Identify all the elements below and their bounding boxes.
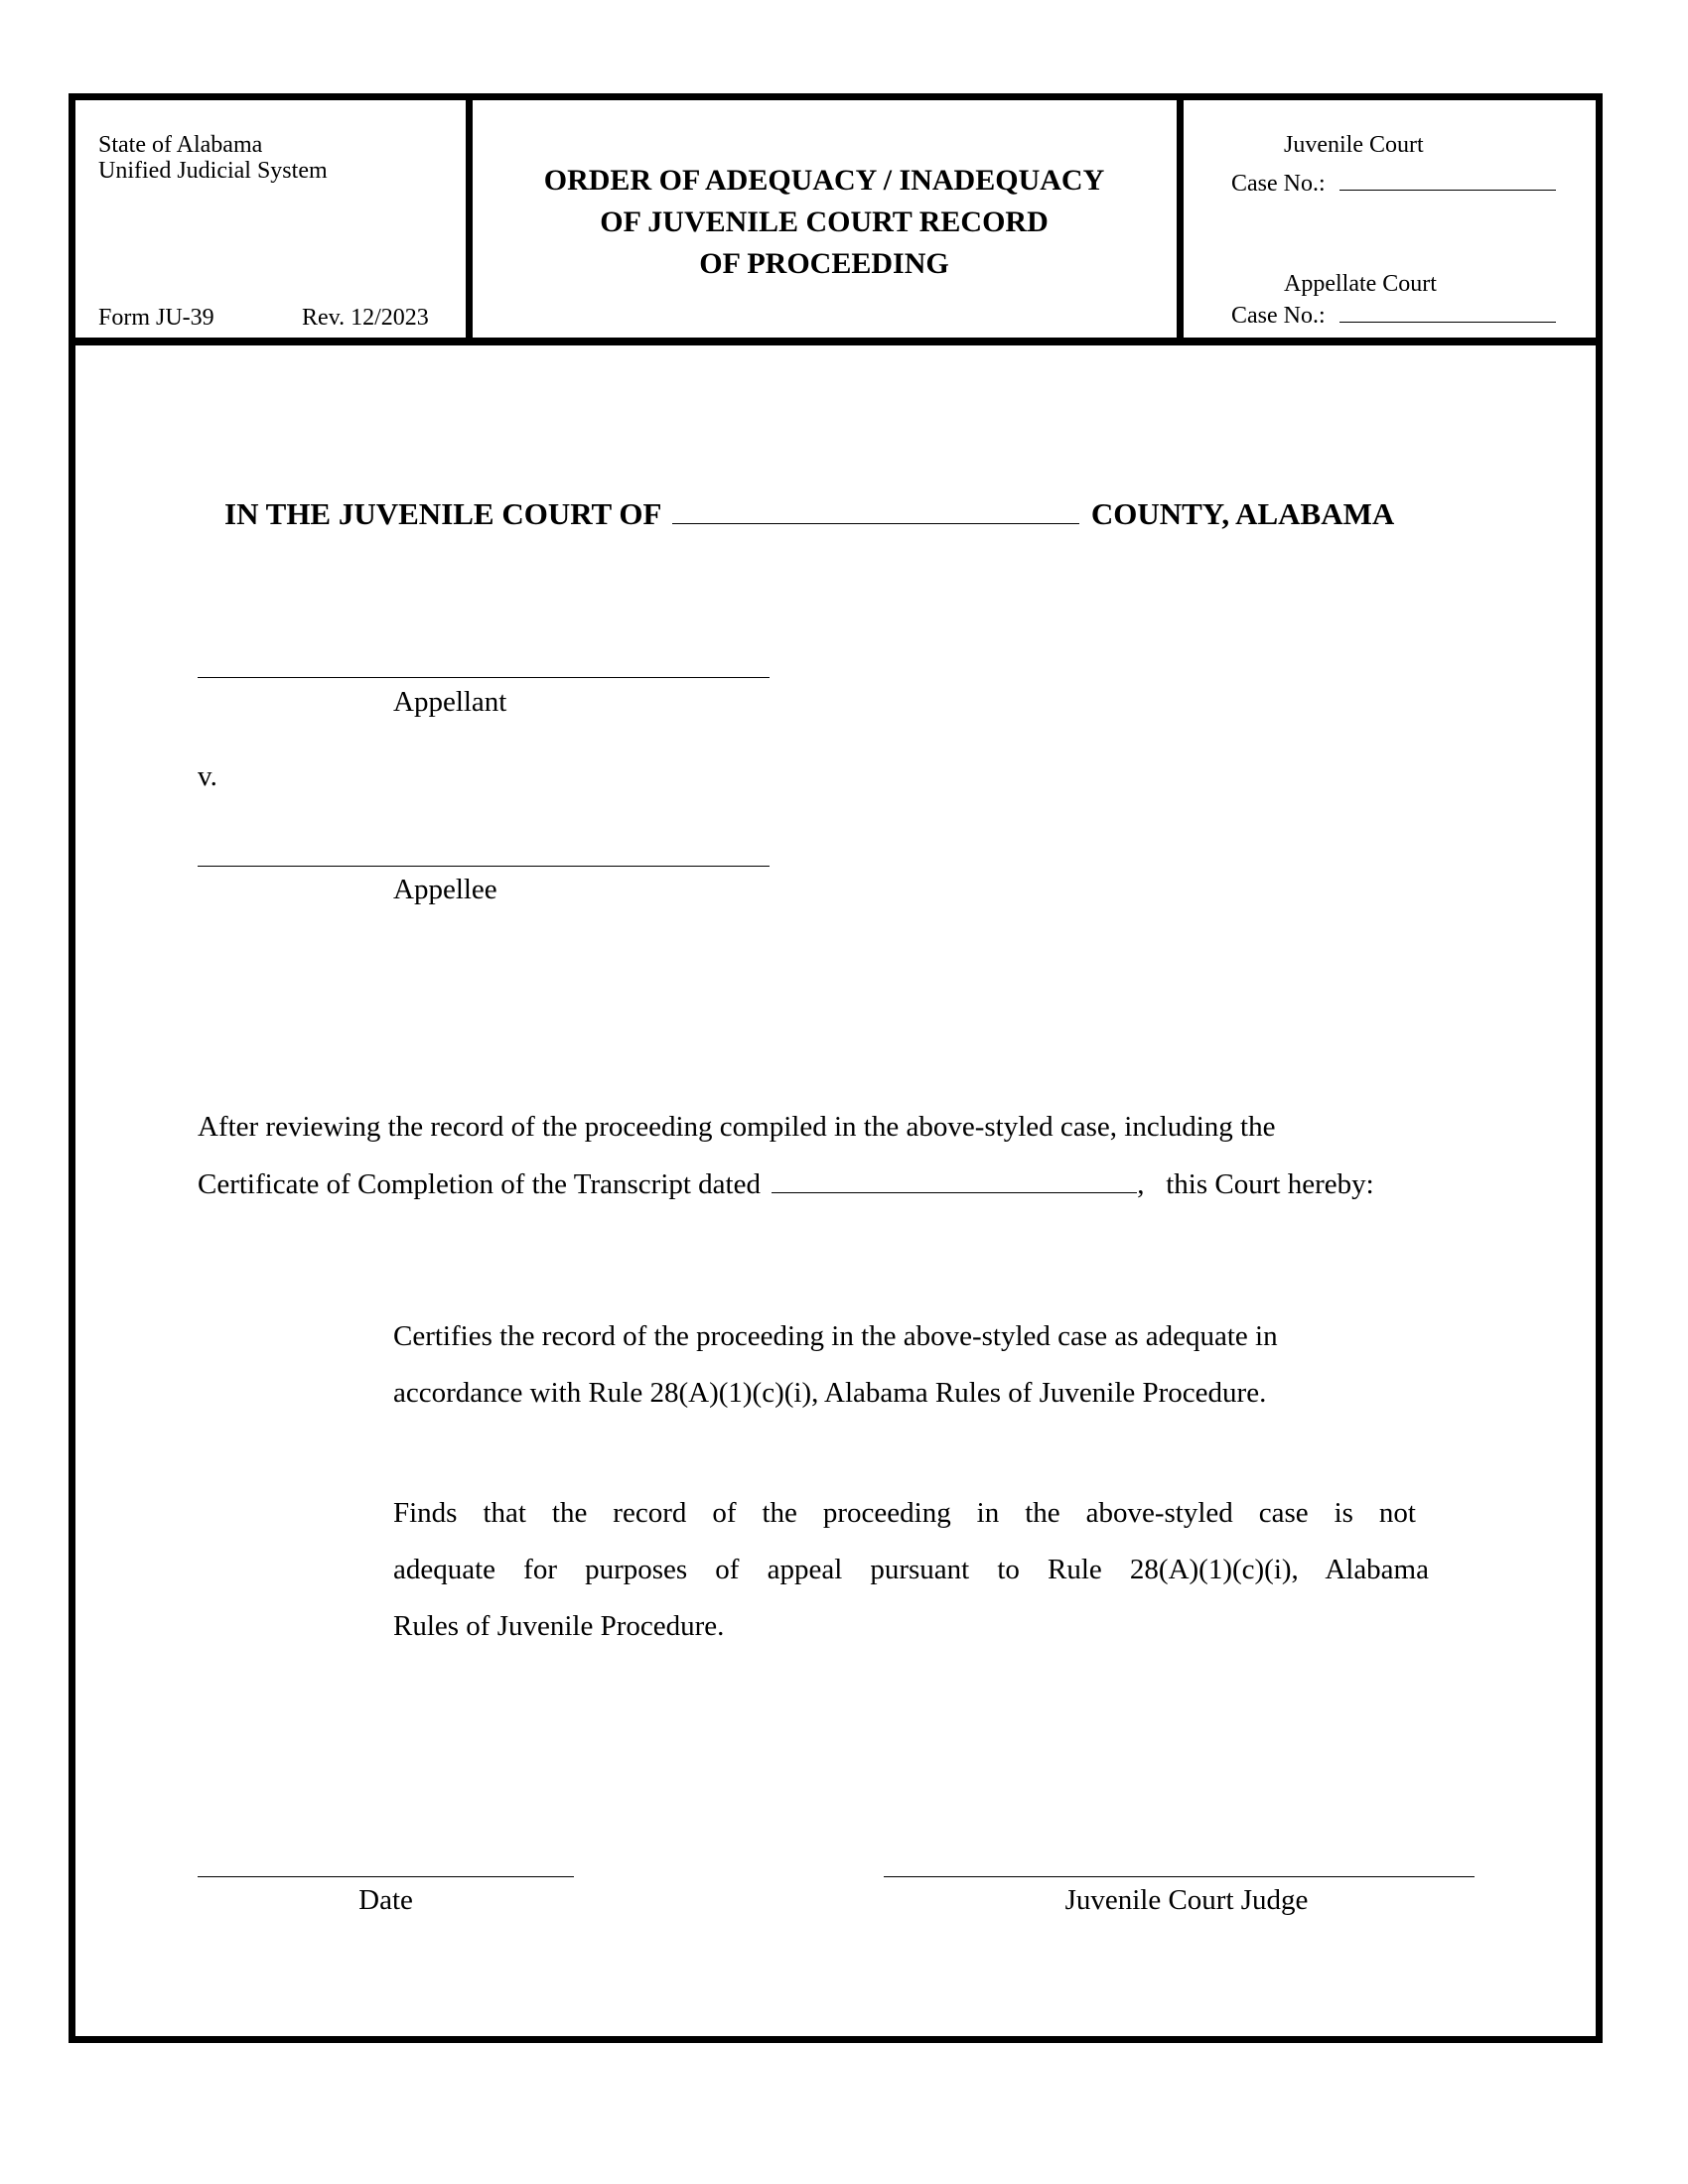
appellant-label: Appellant bbox=[393, 686, 507, 718]
versus-label: v. bbox=[198, 760, 217, 792]
intro-prefix: Certificate of Completion of the Transcript dated bbox=[198, 1168, 761, 1200]
judge-label: Juvenile Court Judge bbox=[1064, 1884, 1309, 1916]
juvenile-court-label: Juvenile Court bbox=[1284, 132, 1424, 158]
appellate-case-no bbox=[1231, 302, 1556, 329]
header-divider bbox=[69, 338, 1603, 345]
appellate-case-no-field[interactable] bbox=[1339, 302, 1556, 323]
case-no-label: Case No.: bbox=[1231, 171, 1326, 197]
intro-line bbox=[198, 1168, 1374, 1199]
date-label: Date bbox=[358, 1884, 413, 1916]
juvenile-case-no bbox=[1231, 170, 1556, 197]
inadequate-option-line: adequate for purposes of appeal pursuant to Rule 28(A)(1)(c)(i), Alabama bbox=[393, 1554, 1429, 1585]
appellant-field[interactable] bbox=[198, 677, 770, 678]
appellee-field[interactable] bbox=[198, 866, 770, 867]
intro-suffix: , this Court hereby: bbox=[1137, 1168, 1374, 1200]
county-field[interactable] bbox=[672, 497, 1079, 524]
form-border bbox=[69, 93, 1603, 2043]
case-no-label: Case No.: bbox=[1231, 303, 1326, 329]
form-number: Form JU-39 bbox=[98, 305, 214, 331]
adequate-option-line: Certifies the record of the proceeding in the above-styled case as adequate in bbox=[393, 1320, 1278, 1352]
system-label: Unified Judicial System bbox=[98, 158, 328, 184]
court-suffix: COUNTY, ALABAMA bbox=[1090, 496, 1395, 531]
header-column-divider bbox=[1177, 93, 1184, 341]
juvenile-case-no-field[interactable] bbox=[1339, 170, 1556, 191]
title-line: OF PROCEEDING bbox=[699, 247, 949, 280]
title-line: ORDER OF ADEQUACY / INADEQUACY bbox=[543, 164, 1105, 197]
date-signature-field[interactable] bbox=[198, 1876, 574, 1877]
revision-date: Rev. 12/2023 bbox=[302, 305, 429, 331]
inadequate-option-line: Rules of Juvenile Procedure. bbox=[393, 1610, 725, 1642]
court-prefix: IN THE JUVENILE COURT OF bbox=[224, 496, 661, 531]
adequate-option-line: accordance with Rule 28(A)(1)(c)(i), Alabama Rules of Juvenile Procedure. bbox=[393, 1377, 1267, 1409]
intro-line: After reviewing the record of the proceeding compiled in the above-styled case, including the bbox=[198, 1111, 1276, 1143]
appellee-label: Appellee bbox=[393, 874, 497, 905]
judge-signature-field[interactable] bbox=[884, 1876, 1475, 1877]
state-label: State of Alabama bbox=[98, 132, 263, 158]
transcript-date-field[interactable] bbox=[772, 1168, 1137, 1193]
court-caption bbox=[224, 496, 1394, 532]
form-title bbox=[472, 160, 1177, 285]
inadequate-option-line: Finds that the record of the proceeding in the above-styled case is not bbox=[393, 1497, 1416, 1529]
appellate-court-label: Appellate Court bbox=[1284, 271, 1437, 297]
title-line: OF JUVENILE COURT RECORD bbox=[600, 205, 1049, 238]
